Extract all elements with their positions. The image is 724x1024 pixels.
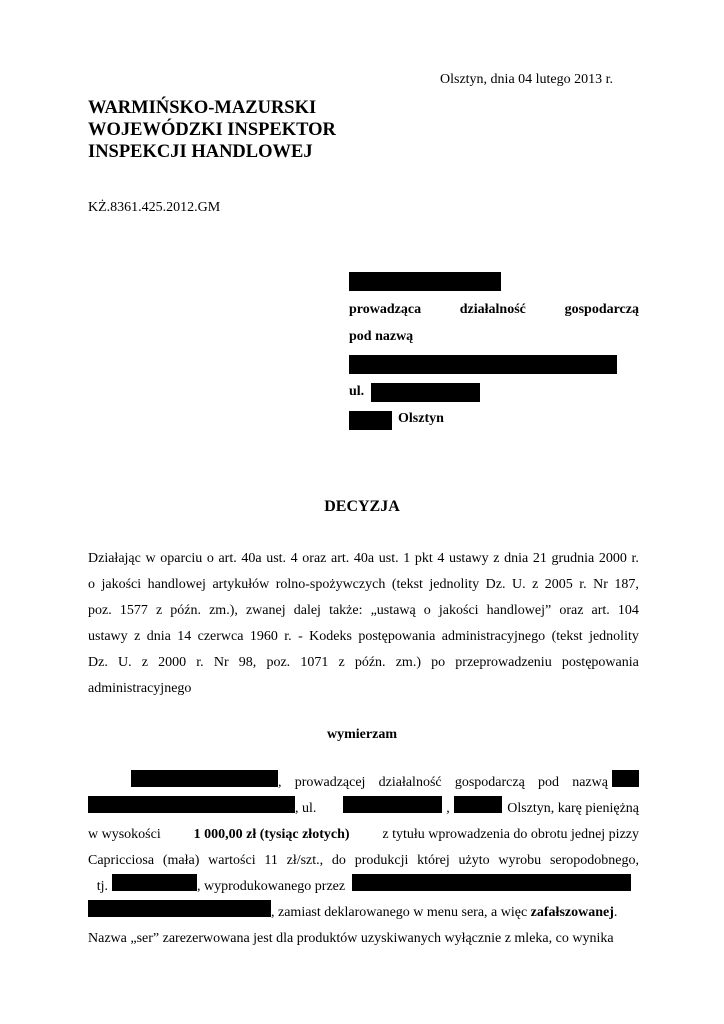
word: wyrobu bbox=[498, 853, 542, 868]
word: 1 bbox=[403, 551, 411, 566]
word: „ustawą bbox=[370, 603, 416, 618]
operative-verb: wymierzam bbox=[327, 727, 397, 742]
word: produkcji bbox=[354, 853, 409, 868]
word: jakości bbox=[101, 577, 142, 592]
word: ust. bbox=[266, 551, 287, 566]
word: zł/szt., bbox=[286, 853, 324, 868]
word: 14 bbox=[177, 629, 192, 644]
paragraph-line bbox=[88, 676, 639, 702]
word: wartości bbox=[208, 853, 256, 868]
redaction-bar bbox=[112, 874, 197, 891]
word: po bbox=[431, 655, 446, 670]
paragraph-line bbox=[88, 926, 639, 952]
redaction-bar bbox=[343, 796, 442, 813]
word: ustawy bbox=[88, 629, 128, 644]
word: o bbox=[206, 551, 214, 566]
case-reference: KŻ.8361.425.2012.GM bbox=[88, 200, 221, 215]
word: 11 bbox=[264, 853, 278, 868]
word: do bbox=[331, 853, 346, 868]
word: dnia bbox=[146, 629, 171, 644]
word: (tekst bbox=[391, 577, 423, 592]
word: art. bbox=[331, 551, 350, 566]
word: ustawy bbox=[448, 551, 489, 566]
line-text: , zamiast deklarowanego w menu sera, a więc bbox=[271, 905, 528, 920]
word: Dz. bbox=[88, 655, 108, 670]
addressee-word: gospodarczą bbox=[564, 302, 639, 317]
word: 1071 bbox=[300, 655, 329, 670]
line-text: z tytułu wprowadzenia do obrotu jednej pizzy bbox=[382, 827, 639, 842]
word: z bbox=[338, 655, 345, 670]
word: Nr bbox=[213, 655, 229, 670]
line-text: , bbox=[446, 801, 450, 816]
redaction-bar bbox=[371, 383, 480, 402]
word: Kodeks bbox=[309, 629, 352, 644]
word: postępowania bbox=[358, 629, 436, 644]
word: której bbox=[417, 853, 450, 868]
word: o bbox=[88, 577, 95, 592]
word: artykułów bbox=[212, 577, 270, 592]
word: z bbox=[493, 551, 500, 566]
word: 2000 bbox=[598, 551, 627, 566]
word: ust. bbox=[378, 551, 399, 566]
line-text: , wyprodukowanego przez bbox=[197, 879, 346, 894]
word: działalność bbox=[378, 775, 442, 790]
paragraph-line bbox=[88, 572, 639, 598]
addressee-word: prowadząca bbox=[349, 302, 422, 317]
line-text: Olsztyn, karę pieniężną bbox=[507, 801, 639, 816]
word: administracyjnego bbox=[441, 629, 546, 644]
word: Działając bbox=[88, 551, 141, 566]
word: art. bbox=[218, 551, 237, 566]
word: 21 bbox=[532, 551, 547, 566]
addressee-line-2: pod nazwą bbox=[349, 329, 414, 344]
word: U. bbox=[511, 577, 526, 592]
word: oraz bbox=[302, 551, 327, 566]
word: dalej bbox=[293, 603, 321, 618]
word: jednolity bbox=[589, 629, 639, 644]
word: z bbox=[532, 577, 539, 592]
word: administracyjnego bbox=[88, 681, 192, 696]
word: nazwą bbox=[572, 775, 608, 790]
redaction-bar bbox=[349, 272, 501, 291]
paragraph-line bbox=[88, 598, 639, 624]
addressee-word: działalność bbox=[459, 302, 526, 317]
penalty-paragraph bbox=[88, 770, 639, 952]
word: 104 bbox=[617, 603, 639, 618]
word: użyto bbox=[458, 853, 490, 868]
word: (mała) bbox=[162, 853, 200, 868]
redaction-bar bbox=[352, 874, 631, 891]
word: U. bbox=[117, 655, 132, 670]
word: 187, bbox=[614, 577, 639, 592]
word: z bbox=[141, 655, 148, 670]
word: 40a bbox=[241, 551, 262, 566]
word: zm.) bbox=[395, 655, 421, 670]
paragraph-line bbox=[88, 874, 639, 900]
legal-basis-paragraph bbox=[88, 546, 639, 702]
word: poz. bbox=[88, 603, 112, 618]
word: gospodarczą bbox=[454, 775, 525, 790]
paragraph-line bbox=[88, 650, 639, 676]
word: 2000 bbox=[158, 655, 187, 670]
authority-line: WOJEWÓDZKI INSPEKTOR bbox=[88, 120, 336, 140]
paragraph-line bbox=[88, 770, 639, 796]
word: rolno-spożywczych bbox=[275, 577, 386, 592]
word: 1577 bbox=[119, 603, 148, 618]
word: handlowej bbox=[147, 577, 206, 592]
paragraph-line bbox=[88, 900, 639, 926]
word: r. bbox=[284, 629, 292, 644]
word: późn. bbox=[354, 655, 386, 670]
word: 1960 bbox=[249, 629, 278, 644]
paragraph-line bbox=[88, 546, 639, 572]
word: dnia bbox=[504, 551, 529, 566]
redaction-bar bbox=[454, 796, 502, 813]
falsified-label: zafałszowanej bbox=[530, 905, 614, 920]
word: Capricciosa bbox=[88, 853, 155, 868]
word: przeprowadzeniu bbox=[455, 655, 552, 670]
line-text: w wysokości bbox=[88, 827, 161, 842]
word: 40a bbox=[353, 551, 375, 566]
word: w bbox=[145, 551, 156, 566]
addressee-line-1 bbox=[349, 302, 639, 318]
word: art. bbox=[591, 603, 610, 618]
word: r. bbox=[631, 551, 639, 566]
word: r. bbox=[579, 577, 587, 592]
word: Dz. bbox=[485, 577, 506, 592]
redaction-bar bbox=[349, 355, 617, 374]
redaction-bar bbox=[88, 796, 295, 813]
word: postępowania bbox=[561, 655, 639, 670]
word: (tekst bbox=[551, 629, 583, 644]
word: oparciu bbox=[160, 551, 203, 566]
word: grudnia bbox=[551, 551, 595, 566]
line-text: , ul. bbox=[295, 801, 317, 816]
word: czerwca bbox=[197, 629, 244, 644]
addressee-city: Olsztyn bbox=[398, 411, 444, 426]
redaction-bar bbox=[349, 411, 392, 430]
word: oraz bbox=[559, 603, 584, 618]
word: z bbox=[134, 629, 141, 644]
word: handlowej” bbox=[486, 603, 552, 618]
word: poz. bbox=[266, 655, 291, 670]
word: z bbox=[155, 603, 163, 618]
word: prowadzącej bbox=[294, 775, 366, 790]
paragraph-line bbox=[88, 822, 639, 848]
paragraph-line bbox=[88, 848, 639, 874]
line-text: Nazwa „ser” zarezerwowana jest dla produktów uzyskiwanych wyłącznie z mleka, co wynika bbox=[88, 931, 614, 946]
decision-title: DECYZJA bbox=[324, 498, 400, 515]
authority-line: WARMIŃSKO-MAZURSKI bbox=[88, 98, 317, 118]
word: pod bbox=[538, 775, 559, 790]
word: , bbox=[278, 775, 282, 790]
authority-line: INSPEKCJI HANDLOWEJ bbox=[88, 142, 313, 162]
penalty-amount: 1 000,00 zł (tysiąc złotych) bbox=[193, 827, 350, 842]
word: 2005 bbox=[544, 577, 573, 592]
line-text bbox=[278, 770, 612, 796]
word: jakości bbox=[438, 603, 479, 618]
redaction-bar bbox=[88, 900, 271, 917]
word: 4 bbox=[437, 551, 445, 566]
word: zm.), bbox=[209, 603, 238, 618]
word: o bbox=[423, 603, 431, 618]
word: r. bbox=[196, 655, 204, 670]
word: seropodobnego, bbox=[549, 853, 639, 868]
paragraph-line bbox=[88, 624, 639, 650]
word: - bbox=[298, 629, 303, 644]
place-date: Olsztyn, dnia 04 lutego 2013 r. bbox=[440, 72, 614, 87]
line-text: tj. bbox=[96, 879, 108, 894]
word: 4 bbox=[290, 551, 298, 566]
word: zwanej bbox=[245, 603, 286, 618]
word: późn. bbox=[170, 603, 201, 618]
redaction-bar bbox=[131, 770, 278, 787]
word: także: bbox=[329, 603, 363, 618]
paragraph-line bbox=[88, 796, 639, 822]
word: jednolity bbox=[429, 577, 480, 592]
word: 98, bbox=[238, 655, 257, 670]
word: Nr bbox=[593, 577, 608, 592]
street-prefix: ul. bbox=[349, 384, 365, 399]
redaction-bar bbox=[612, 770, 639, 787]
line-text: . bbox=[613, 905, 618, 920]
issuing-authority bbox=[88, 97, 336, 163]
word: pkt bbox=[414, 551, 433, 566]
